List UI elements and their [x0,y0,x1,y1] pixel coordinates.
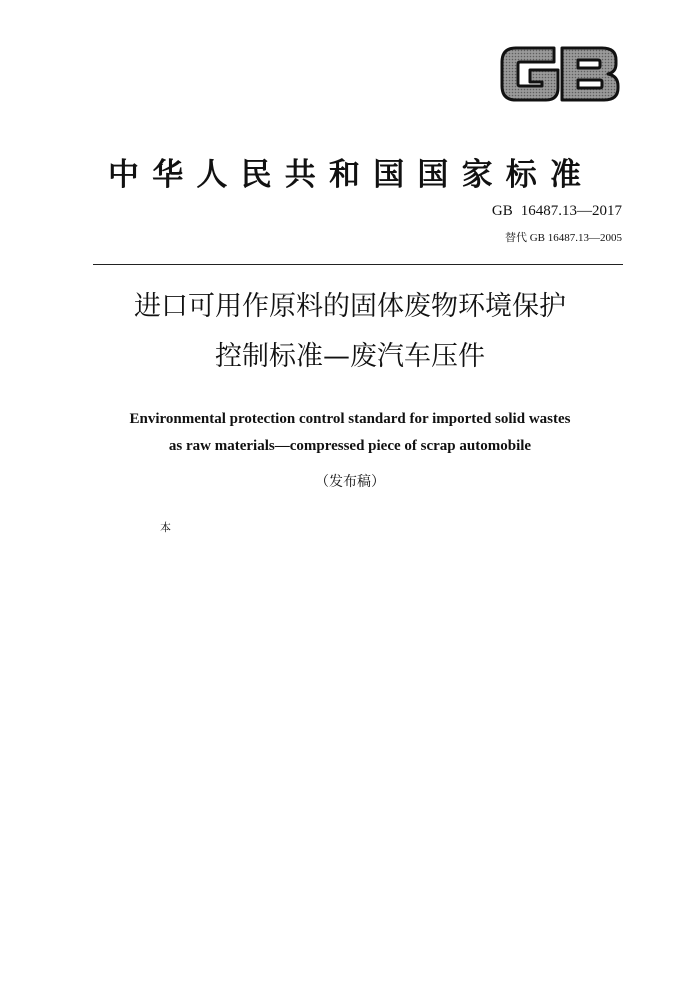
draft-label: （发布稿） [315,474,385,490]
chinese-title-line-2: 控制标准—废汽车压件 [215,341,485,372]
english-title-line-2: as raw materials—compressed piece of scrap automobile [168,438,532,454]
standard-code: 16487.13—2017 [520,203,622,219]
standard-number [492,203,622,220]
gb-logo-icon [496,40,624,108]
english-title-line-1: Environmental protection control standard for imported solid wastes [129,411,571,427]
replaces-standard: 替代 GB 16487.13—2005 [504,232,622,244]
chinese-title-line-1: 进口可用作原料的固体废物环境保护 [134,291,566,322]
header-divider [93,264,623,265]
standard-prefix: GB [491,203,513,219]
stray-character: 本 [160,521,171,534]
national-standard-heading: 中华人民共和国国家标准 [108,157,595,193]
